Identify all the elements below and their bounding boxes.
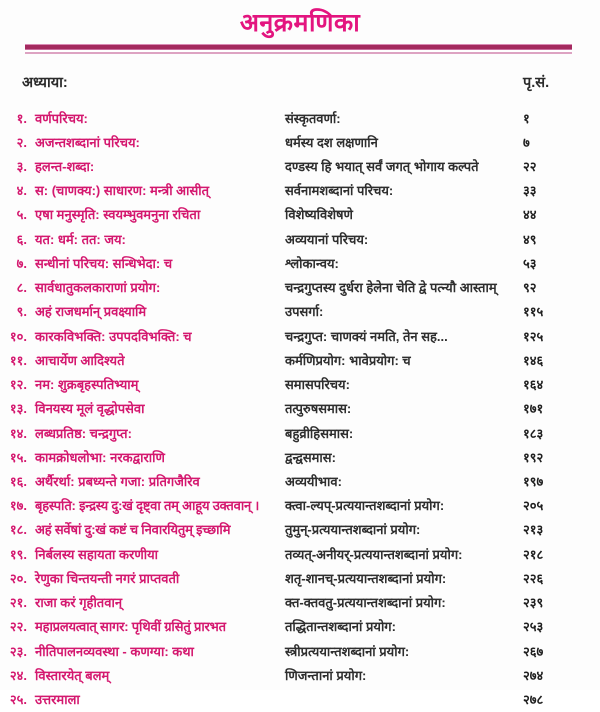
table-row[interactable] <box>0 203 600 227</box>
page-number: १९२ <box>523 449 544 465</box>
page-number: २६७ <box>523 643 544 659</box>
chapter-title[interactable]: वर्णपरिचय: <box>35 110 88 126</box>
chapter-topic: चन्द्रगुप्त: चाणक्यं नमति, तेन सह... <box>285 328 448 344</box>
table-row[interactable] <box>0 566 600 590</box>
page-number: २३९ <box>523 595 544 611</box>
chapter-topic: अव्ययानां परिचय: <box>285 231 369 247</box>
chapter-topic: तद्धितान्तशब्दानां प्रयोग: <box>285 619 396 635</box>
table-row[interactable] <box>0 445 600 469</box>
table-row[interactable] <box>0 227 600 251</box>
chapter-title[interactable]: आचार्येण आदिश्यते <box>35 352 125 368</box>
page-number: १६४ <box>523 377 544 393</box>
chapter-topic: अव्ययीभाव: <box>285 474 342 490</box>
chapter-topic <box>285 688 515 712</box>
row-number: ३. <box>16 158 27 174</box>
table-row[interactable] <box>0 615 600 639</box>
chapter-topic: विशेष्यविशेषणे <box>285 207 353 223</box>
row-number: ६. <box>16 231 27 247</box>
page-number: ४४ <box>523 207 537 223</box>
chapter-topic: णिजन्तानां प्रयोग: <box>285 667 367 683</box>
chapter-title[interactable]: कारकविभक्ति: उपपदविभक्ति: च <box>35 328 192 344</box>
chapter-title[interactable]: सन्धीनां परिचय: सन्धिभेदा: च <box>35 255 173 271</box>
chapter-title[interactable]: नीतिपालनव्यवस्था - कणग्या: कथा <box>35 643 194 659</box>
row-number: २. <box>16 134 27 150</box>
chapter-title[interactable]: रेणुका चिन्तयन्ती नगरं प्राप्तवती <box>35 570 180 586</box>
table-of-contents <box>0 54 600 712</box>
page-title: अनुक्रमणिका <box>239 9 361 37</box>
row-number: ११. <box>9 352 27 368</box>
chapter-title[interactable]: अजन्तशब्दानां परिचय: <box>35 134 140 150</box>
row-number: १४. <box>9 425 27 441</box>
table-row[interactable] <box>0 470 600 494</box>
chapter-title[interactable]: राजा करं गृहीतवान् <box>35 595 123 611</box>
column-header-spacer <box>285 54 515 106</box>
chapter-title[interactable]: विनयस्य मूलं वृद्धोपसेवा <box>35 401 145 417</box>
row-number: १२. <box>9 377 27 393</box>
row-number: १६. <box>9 474 27 490</box>
page-number: ९२ <box>523 280 537 296</box>
page-number: १२५ <box>523 328 544 344</box>
chapter-topic: शतृ-शानच्-प्रत्ययान्तशब्दानां प्रयोग: <box>285 570 447 586</box>
chapter-topic: उपसर्गा: <box>285 304 324 320</box>
chapter-topic: श्लोकान्वय: <box>285 255 339 271</box>
row-number: २०. <box>9 570 27 586</box>
table-row[interactable] <box>0 663 600 687</box>
page-number: ७ <box>523 134 530 150</box>
row-number: ९. <box>16 304 27 320</box>
chapter-title[interactable]: अहं सर्वेषां दु:खं कष्टं च निवारयितुम् इच्छामि <box>35 522 231 538</box>
table-row[interactable] <box>0 397 600 421</box>
row-number: ८. <box>16 280 27 296</box>
chapter-topic: बहुव्रीहिसमास: <box>285 425 354 441</box>
table-row[interactable] <box>0 688 600 712</box>
row-number: १८. <box>9 522 27 538</box>
page-number: ३३ <box>523 183 537 199</box>
row-number: २२. <box>9 619 27 635</box>
row-number: ७. <box>16 255 27 271</box>
table-row[interactable] <box>0 276 600 300</box>
table-row[interactable] <box>0 421 600 445</box>
page-number: १४६ <box>523 352 544 368</box>
chapter-title[interactable]: अर्थैरर्था: प्रबध्यन्ते गजा: प्रतिगजैरिव <box>35 474 200 490</box>
column-header-chapters: अध्याया: <box>22 75 68 91</box>
chapter-topic: समासपरिचय: <box>285 377 350 393</box>
row-number: १९. <box>9 546 27 562</box>
chapter-topic: तुमुन्-प्रत्ययान्तशब्दानां प्रयोग: <box>285 522 421 538</box>
chapter-topic: तत्पुरुषसमास: <box>285 401 352 417</box>
chapter-topic: क्त्वा-ल्यप्-प्रत्ययान्तशब्दानां प्रयोग: <box>285 498 445 514</box>
chapter-title[interactable]: निर्बलस्य सहायता करणीया <box>35 546 158 562</box>
chapter-title[interactable]: नम: शुक्रबृहस्पतिभ्याम् <box>35 377 139 393</box>
table-row[interactable] <box>0 518 600 542</box>
page-number: १८३ <box>523 425 544 441</box>
chapter-topic: धर्मस्य दश लक्षणानि <box>285 134 378 150</box>
title-divider <box>25 44 572 54</box>
row-number: १७. <box>9 498 27 514</box>
chapter-title[interactable]: उत्तरमाला <box>35 692 80 708</box>
page-number: १७१ <box>523 401 544 417</box>
chapter-topic: सर्वनामशब्दानां परिचय: <box>285 183 394 199</box>
chapter-topic: संस्कृतवर्णा: <box>285 110 341 126</box>
page-number: १९७ <box>523 474 544 490</box>
page-number: २१३ <box>523 522 544 538</box>
row-number: ४. <box>16 183 27 199</box>
chapter-title[interactable]: सार्वधातुकलकाराणां प्रयोग: <box>35 280 161 296</box>
table-row[interactable] <box>0 591 600 615</box>
table-row[interactable] <box>0 494 600 518</box>
chapter-title[interactable]: यत: धर्म: तत: जय: <box>35 231 126 247</box>
table-row[interactable] <box>0 348 600 372</box>
row-number: २५. <box>9 692 27 708</box>
page-number: २७८ <box>523 692 544 708</box>
chapter-topic: द्वन्द्वसमास: <box>285 449 336 465</box>
table-row[interactable] <box>0 179 600 203</box>
chapter-title[interactable]: एषा मनुस्मृति: स्वयम्भुवमनुना रचिता <box>35 207 201 223</box>
chapter-topic: तव्यत्-अनीयर्-प्रत्ययान्तशब्दानां प्रयोग: <box>285 546 463 562</box>
table-row[interactable] <box>0 106 600 130</box>
chapter-title[interactable]: लब्धप्रतिष्ठ: चन्द्रगुप्त: <box>35 425 132 441</box>
table-row[interactable] <box>0 251 600 275</box>
page-number: २७४ <box>523 667 544 683</box>
row-number: १. <box>16 110 27 126</box>
toc-header-row <box>0 54 600 106</box>
chapter-title[interactable]: विस्तारयेत् बलम् <box>35 667 110 683</box>
page-number: २२६ <box>523 570 544 586</box>
page-number: १ <box>523 110 530 126</box>
page-number: २१८ <box>523 546 544 562</box>
page-number: २५३ <box>523 619 544 635</box>
chapter-title[interactable]: कामक्रोधलोभा: नरकद्वाराणि <box>35 449 165 465</box>
table-row[interactable] <box>0 300 600 324</box>
chapter-topic: चन्द्रगुप्तस्य दुर्धरा हेलेना चेति द्वे पत्न्यौ आस्ताम् <box>285 280 497 296</box>
row-number: १३. <box>9 401 27 417</box>
table-row[interactable] <box>0 542 600 566</box>
chapter-topic: कर्मणिप्रयोग: भावेप्रयोग: च <box>285 352 411 368</box>
table-row[interactable] <box>0 154 600 178</box>
chapter-title[interactable]: हलन्त-शब्दा: <box>35 158 95 174</box>
row-number: २४. <box>9 667 27 683</box>
chapter-topic: स्त्रीप्रत्ययान्तशब्दानां प्रयोग: <box>285 643 410 659</box>
column-header-pages: पृ.सं. <box>523 75 550 91</box>
page-number: ११५ <box>523 304 544 320</box>
table-row[interactable] <box>0 639 600 663</box>
row-number: २१. <box>9 595 27 611</box>
row-number: १५. <box>9 449 27 465</box>
chapter-topic: क्त-क्तवतु-प्रत्ययान्तशब्दानां प्रयोग: <box>285 595 446 611</box>
row-number: २३. <box>9 643 27 659</box>
table-row[interactable] <box>0 324 600 348</box>
table-row[interactable] <box>0 373 600 397</box>
table-row[interactable] <box>0 130 600 154</box>
page-number: ४९ <box>523 231 537 247</box>
row-number: १०. <box>9 328 27 344</box>
chapter-title[interactable]: महाप्रलयत्वात् सागर: पृथिवीं ग्रसितुं प्रारभत <box>35 619 226 635</box>
chapter-title[interactable]: अहं राजधर्मान् प्रवक्ष्यामि <box>35 304 147 320</box>
page-number: २०५ <box>523 498 544 514</box>
page-number: ५३ <box>523 255 537 271</box>
chapter-title[interactable]: बृहस्पति: इन्द्रस्य दु:खं दृष्ट्वा तम् आहूय उक्तवान् । <box>35 498 260 514</box>
chapter-title[interactable]: स: (चाणक्य:) साधारण: मन्त्री आसीत् <box>35 183 210 199</box>
row-number: ५. <box>16 207 27 223</box>
toc-body <box>0 106 600 712</box>
chapter-topic: दण्डस्य हि भयात् सर्वं जगत् भोगाय कल्पते <box>285 158 479 174</box>
page-number: २२ <box>523 158 537 174</box>
